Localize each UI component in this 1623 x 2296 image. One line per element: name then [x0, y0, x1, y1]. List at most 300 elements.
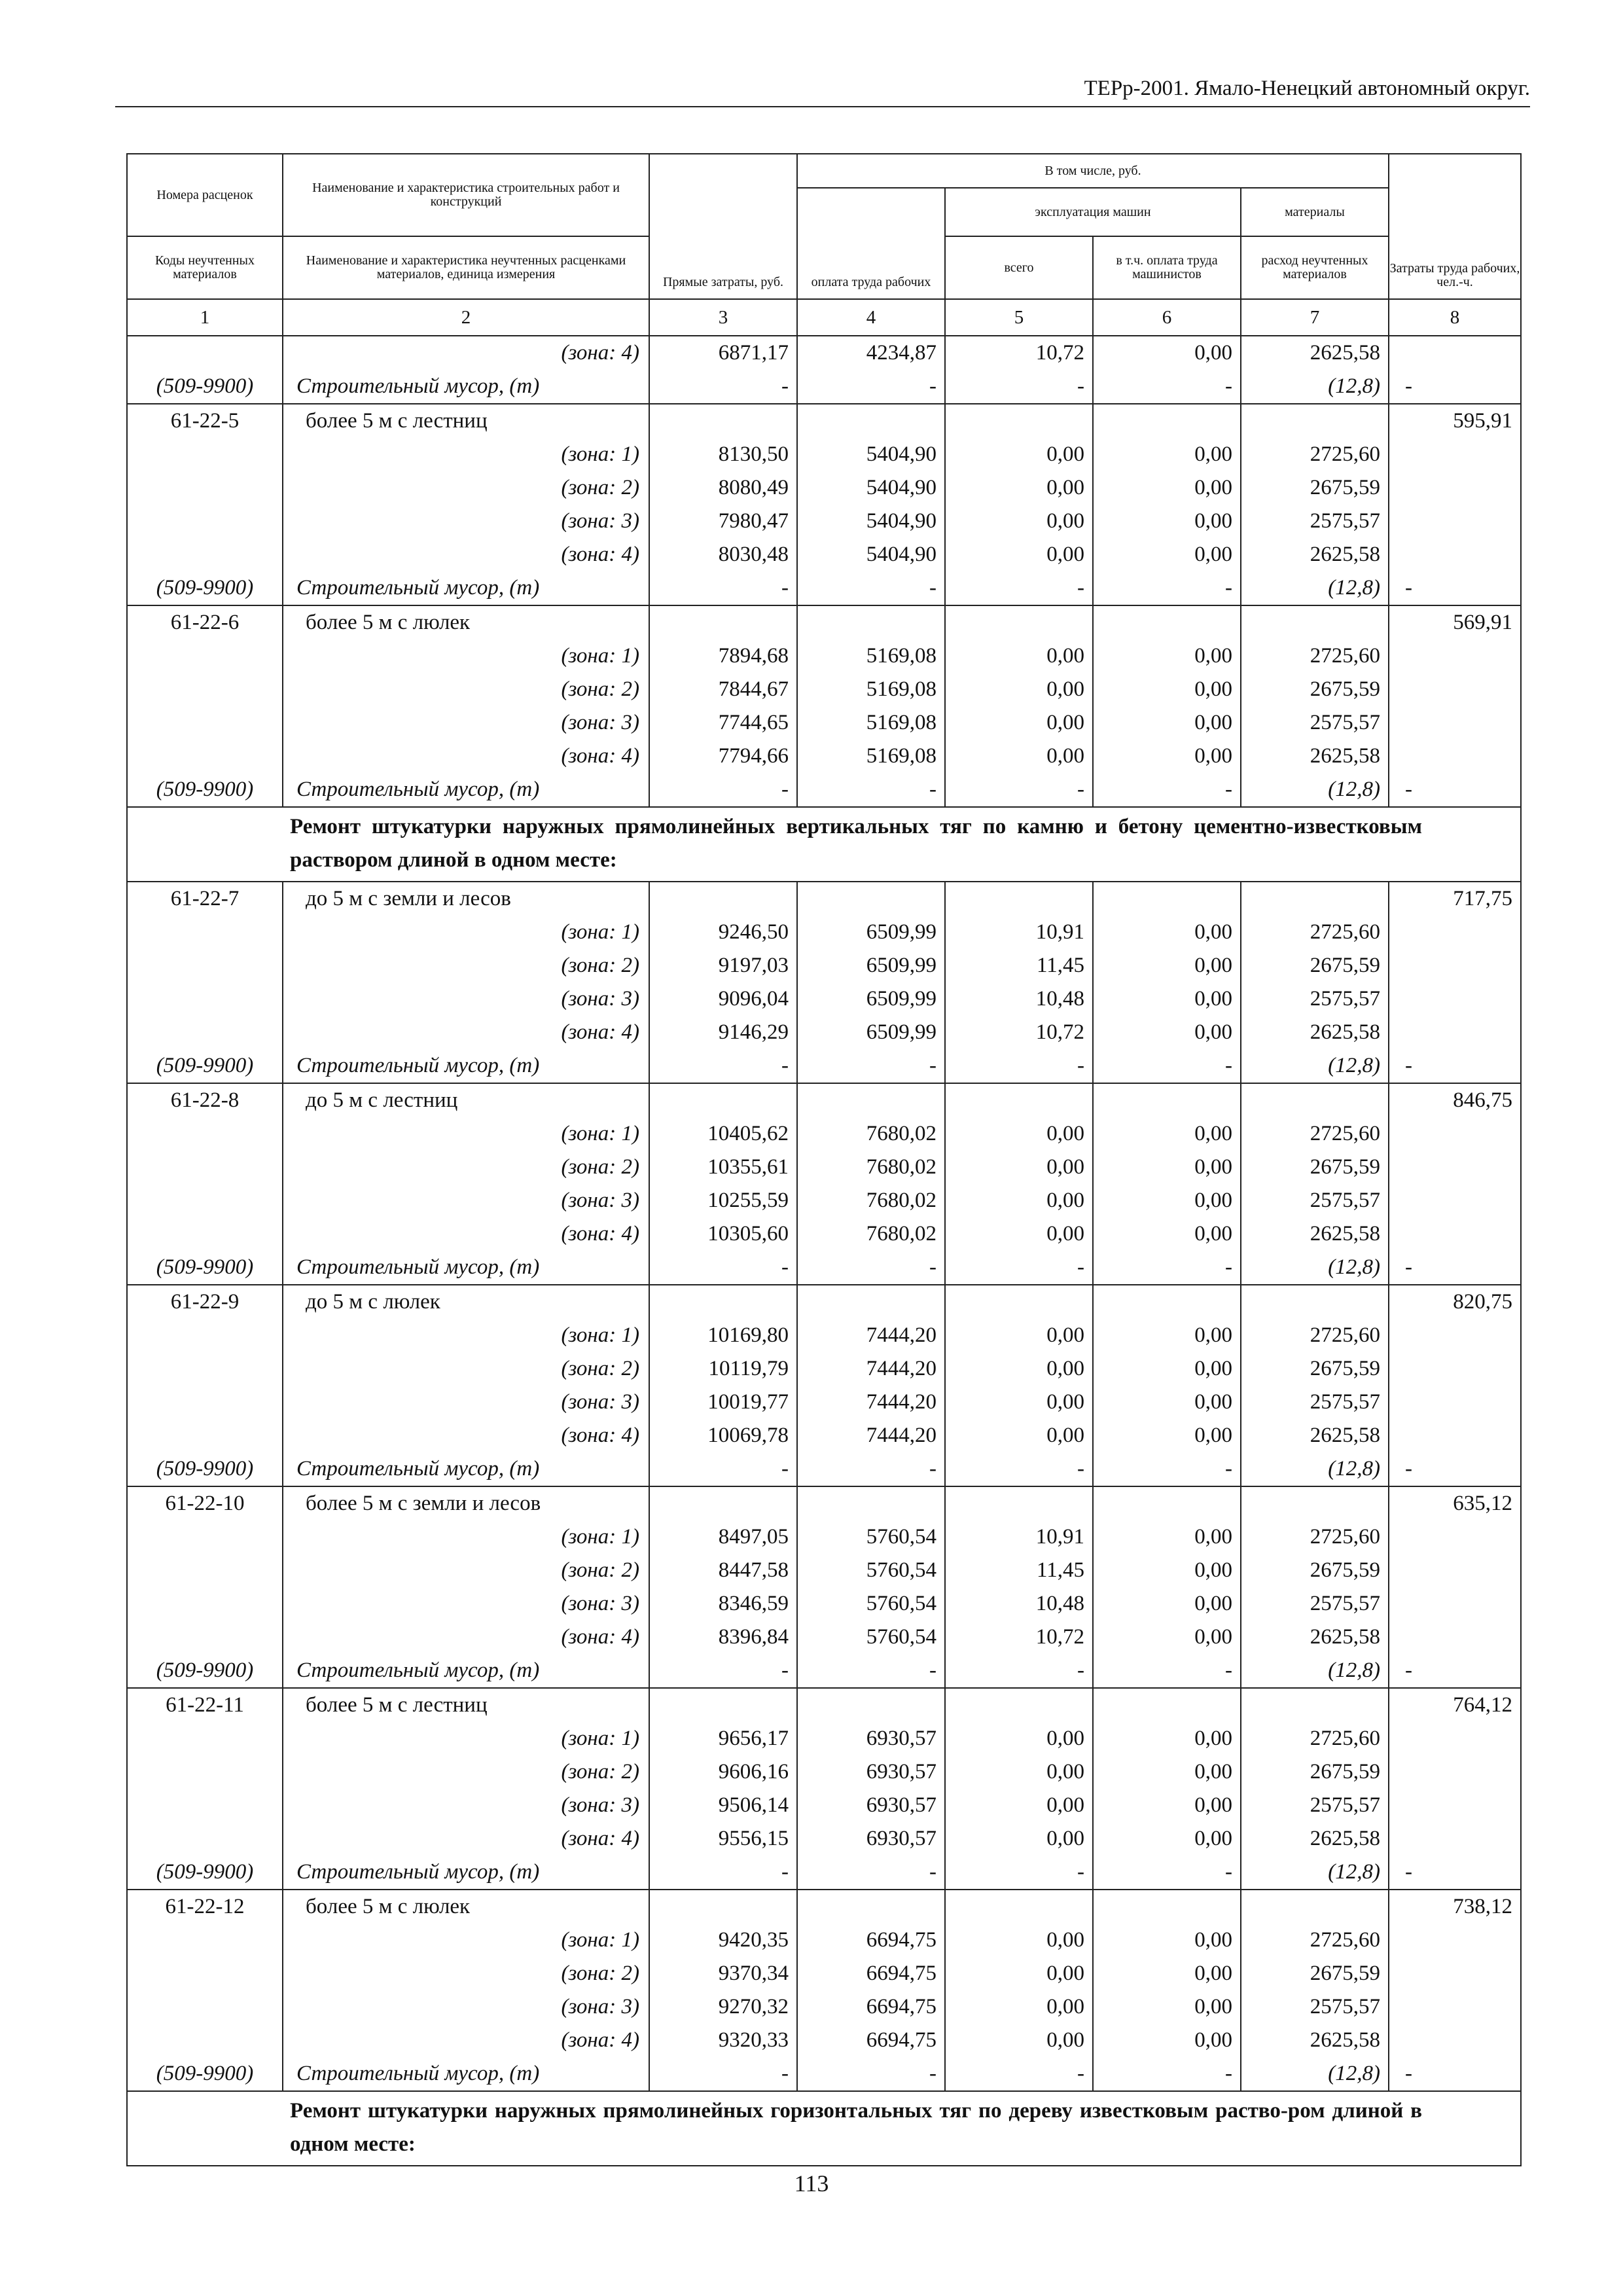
- value-cell: 2625,58: [1241, 1016, 1389, 1049]
- value-cell: 0,00: [1093, 1386, 1241, 1419]
- value-cell: 7680,02: [797, 1184, 945, 1217]
- rate-code-cell: [127, 1554, 283, 1587]
- value-cell: 0,00: [945, 740, 1093, 773]
- value-cell: -: [945, 773, 1093, 807]
- value-cell: 7680,02: [797, 1217, 945, 1251]
- value-cell: 0,00: [1093, 1419, 1241, 1452]
- value-cell: 2725,60: [1241, 1520, 1389, 1554]
- rate-code-cell: [127, 1822, 283, 1856]
- work-name: до 5 м с земли и лесов: [283, 882, 649, 916]
- zone-row: [127, 1151, 1521, 1184]
- value-cell: [649, 1890, 797, 1924]
- value-cell: 10,72: [945, 336, 1093, 370]
- value-cell: 0,00: [1093, 639, 1241, 673]
- rate-code: 61-22-6: [127, 605, 283, 639]
- value-cell: [1241, 1285, 1389, 1319]
- work-name: более 5 м с лестниц: [283, 404, 649, 438]
- value-cell: [649, 605, 797, 639]
- value-cell: [945, 605, 1093, 639]
- zone-label: (зона: 3): [283, 1184, 649, 1217]
- rate-item-row: [127, 404, 1521, 438]
- value-cell: 0,00: [945, 1957, 1093, 1990]
- value-cell: 10069,78: [649, 1419, 797, 1452]
- value-cell: [797, 1486, 945, 1520]
- zone-label: (зона: 2): [283, 1151, 649, 1184]
- labor-cell: [1389, 1621, 1521, 1654]
- value-cell: -: [1093, 1856, 1241, 1890]
- value-cell: 10255,59: [649, 1184, 797, 1217]
- zone-label: (зона: 4): [283, 336, 649, 370]
- value-cell: 5169,08: [797, 639, 945, 673]
- labor-cell: [1389, 336, 1521, 370]
- column-number: 4: [797, 299, 945, 336]
- value-cell: 9096,04: [649, 982, 797, 1016]
- value-cell: 0,00: [945, 1319, 1093, 1352]
- value-cell: 0,00: [945, 1924, 1093, 1957]
- value-cell: 2725,60: [1241, 1722, 1389, 1755]
- zone-row: [127, 438, 1521, 471]
- value-cell: -: [1093, 1049, 1241, 1083]
- value-cell: 10405,62: [649, 1117, 797, 1151]
- value-cell: 0,00: [945, 1419, 1093, 1452]
- table-header: [127, 154, 1521, 336]
- zone-label: (зона: 4): [283, 1016, 649, 1049]
- value-cell: 0,00: [1093, 740, 1241, 773]
- zone-row: [127, 1217, 1521, 1251]
- value-cell: 11,45: [945, 949, 1093, 982]
- value-cell: -: [797, 370, 945, 404]
- zone-row: [127, 1386, 1521, 1419]
- table-body: [127, 336, 1521, 2166]
- value-cell: 6509,99: [797, 1016, 945, 1049]
- rate-code: 61-22-8: [127, 1083, 283, 1117]
- value-cell: 7444,20: [797, 1386, 945, 1419]
- header-machines: эксплуатация машин: [945, 188, 1241, 236]
- value-cell: 2675,59: [1241, 1151, 1389, 1184]
- zone-row: [127, 639, 1521, 673]
- value-cell: -: [1093, 370, 1241, 404]
- value-cell: 0,00: [1093, 1924, 1241, 1957]
- value-cell: [945, 882, 1093, 916]
- value-cell: 0,00: [1093, 1621, 1241, 1654]
- labor-cell: [1389, 538, 1521, 571]
- value-cell: 9270,32: [649, 1990, 797, 2024]
- value-cell: -: [649, 2057, 797, 2091]
- value-cell: -: [797, 1049, 945, 1083]
- value-cell: -: [945, 1049, 1093, 1083]
- material-row: [127, 1251, 1521, 1285]
- section-title: Ремонт штукатурки наружных прямолинейных вертикальных тяг по камню и бетону цементно-известковым раствором длиной в одном месте:: [127, 807, 1521, 882]
- value-cell: -: [649, 1452, 797, 1486]
- rate-code-cell: [127, 538, 283, 571]
- value-cell: [649, 882, 797, 916]
- value-cell: 8346,59: [649, 1587, 797, 1621]
- value-cell: 2575,57: [1241, 982, 1389, 1016]
- value-cell: -: [797, 2057, 945, 2091]
- labor-value: 635,12: [1389, 1486, 1521, 1520]
- page-number: 113: [794, 2170, 829, 2197]
- value-cell: -: [649, 571, 797, 605]
- labor-cell: [1389, 1117, 1521, 1151]
- value-cell: -: [1093, 1251, 1241, 1285]
- value-cell: 0,00: [1093, 538, 1241, 571]
- zone-label: (зона: 2): [283, 949, 649, 982]
- value-cell: 2575,57: [1241, 1184, 1389, 1217]
- value-cell: [1093, 1083, 1241, 1117]
- rate-item-row: [127, 605, 1521, 639]
- zone-row: [127, 1621, 1521, 1654]
- material-name: Строительный мусор, (т): [283, 2057, 649, 2091]
- value-cell: 2675,59: [1241, 1755, 1389, 1789]
- zone-label: (зона: 2): [283, 1755, 649, 1789]
- rate-code-cell: [127, 1957, 283, 1990]
- rate-item-row: [127, 1083, 1521, 1117]
- value-cell: 11,45: [945, 1554, 1093, 1587]
- zone-row: [127, 1789, 1521, 1822]
- labor-cell: [1389, 673, 1521, 706]
- rate-code-cell: [127, 1924, 283, 1957]
- labor-cell: [1389, 1587, 1521, 1621]
- value-cell: [1241, 1083, 1389, 1117]
- rate-code-cell: [127, 505, 283, 538]
- value-cell: [797, 1285, 945, 1319]
- value-cell: 6930,57: [797, 1822, 945, 1856]
- value-cell: 6509,99: [797, 916, 945, 949]
- zone-row: [127, 471, 1521, 505]
- material-code: (509-9900): [127, 1251, 283, 1285]
- value-cell: 0,00: [1093, 471, 1241, 505]
- zone-label: (зона: 4): [283, 1822, 649, 1856]
- value-cell: 9656,17: [649, 1722, 797, 1755]
- labor-value: 764,12: [1389, 1688, 1521, 1722]
- material-quantity: (12,8): [1241, 1251, 1389, 1285]
- material-row: [127, 2057, 1521, 2091]
- zone-label: (зона: 3): [283, 1386, 649, 1419]
- value-cell: 9197,03: [649, 949, 797, 982]
- material-quantity: (12,8): [1241, 1452, 1389, 1486]
- value-cell: 9556,15: [649, 1822, 797, 1856]
- rate-code-cell: [127, 2024, 283, 2057]
- value-cell: 10119,79: [649, 1352, 797, 1386]
- material-code: (509-9900): [127, 1049, 283, 1083]
- header-machines-total: всего: [945, 236, 1093, 299]
- material-row: [127, 1049, 1521, 1083]
- value-cell: -: [1093, 773, 1241, 807]
- material-row: [127, 1452, 1521, 1486]
- value-cell: 0,00: [945, 1822, 1093, 1856]
- value-cell: 9246,50: [649, 916, 797, 949]
- rate-code-cell: [127, 949, 283, 982]
- value-cell: [1241, 882, 1389, 916]
- labor-cell: -: [1389, 1251, 1521, 1285]
- zone-label: (зона: 1): [283, 1924, 649, 1957]
- rate-item-row: [127, 1890, 1521, 1924]
- rate-code-cell: [127, 438, 283, 471]
- zone-label: (зона: 2): [283, 1957, 649, 1990]
- value-cell: [1093, 605, 1241, 639]
- value-cell: 6871,17: [649, 336, 797, 370]
- rate-item-row: [127, 1486, 1521, 1520]
- value-cell: [1093, 1890, 1241, 1924]
- value-cell: 0,00: [1093, 916, 1241, 949]
- zone-row: [127, 1554, 1521, 1587]
- zone-label: (зона: 1): [283, 1722, 649, 1755]
- value-cell: 9146,29: [649, 1016, 797, 1049]
- value-cell: 0,00: [945, 706, 1093, 740]
- zone-row: [127, 1587, 1521, 1621]
- value-cell: 0,00: [945, 1184, 1093, 1217]
- material-code: (509-9900): [127, 1654, 283, 1688]
- rate-code-cell: [127, 1755, 283, 1789]
- rate-code-cell: [127, 1587, 283, 1621]
- material-quantity: (12,8): [1241, 1856, 1389, 1890]
- work-name: более 5 м с люлек: [283, 605, 649, 639]
- value-cell: 0,00: [1093, 1554, 1241, 1587]
- material-quantity: (12,8): [1241, 773, 1389, 807]
- value-cell: 2575,57: [1241, 505, 1389, 538]
- labor-cell: [1389, 1520, 1521, 1554]
- labor-cell: [1389, 1151, 1521, 1184]
- value-cell: 6694,75: [797, 1990, 945, 2024]
- value-cell: -: [1093, 1452, 1241, 1486]
- value-cell: -: [1093, 2057, 1241, 2091]
- zone-row: [127, 1117, 1521, 1151]
- value-cell: 0,00: [1093, 1319, 1241, 1352]
- value-cell: 5404,90: [797, 471, 945, 505]
- value-cell: 5760,54: [797, 1520, 945, 1554]
- value-cell: 0,00: [1093, 673, 1241, 706]
- value-cell: 0,00: [1093, 2024, 1241, 2057]
- value-cell: [797, 1688, 945, 1722]
- value-cell: 5169,08: [797, 673, 945, 706]
- labor-cell: [1389, 1822, 1521, 1856]
- value-cell: [1093, 1688, 1241, 1722]
- value-cell: 10,91: [945, 1520, 1093, 1554]
- labor-value: 717,75: [1389, 882, 1521, 916]
- labor-cell: [1389, 639, 1521, 673]
- value-cell: 0,00: [1093, 1789, 1241, 1822]
- zone-label: (зона: 3): [283, 1990, 649, 2024]
- header-worker-wages: оплата труда рабочих: [797, 188, 945, 299]
- value-cell: [649, 1486, 797, 1520]
- labor-cell: [1389, 1789, 1521, 1822]
- column-number: 6: [1093, 299, 1241, 336]
- value-cell: 5760,54: [797, 1554, 945, 1587]
- value-cell: 6694,75: [797, 2024, 945, 2057]
- value-cell: 0,00: [1093, 1352, 1241, 1386]
- value-cell: 9606,16: [649, 1755, 797, 1789]
- value-cell: 8030,48: [649, 538, 797, 571]
- labor-cell: [1389, 1016, 1521, 1049]
- rate-code-cell: [127, 916, 283, 949]
- value-cell: 10305,60: [649, 1217, 797, 1251]
- rate-item-row: [127, 1285, 1521, 1319]
- value-cell: -: [945, 370, 1093, 404]
- labor-cell: [1389, 438, 1521, 471]
- value-cell: 2575,57: [1241, 1789, 1389, 1822]
- value-cell: [649, 404, 797, 438]
- value-cell: [945, 1890, 1093, 1924]
- labor-cell: [1389, 982, 1521, 1016]
- rate-code-cell: [127, 471, 283, 505]
- material-quantity: (12,8): [1241, 370, 1389, 404]
- section-row: [127, 2091, 1521, 2166]
- value-cell: 6930,57: [797, 1789, 945, 1822]
- rate-code-cell: [127, 1419, 283, 1452]
- value-cell: 5760,54: [797, 1587, 945, 1621]
- header-material-name: Наименование и характеристика неучтенных расценками материалов, единица измерения: [283, 236, 649, 299]
- value-cell: 2675,59: [1241, 673, 1389, 706]
- header-including: В том числе, руб.: [797, 154, 1389, 188]
- value-cell: [797, 605, 945, 639]
- value-cell: 0,00: [945, 1755, 1093, 1789]
- value-cell: 9320,33: [649, 2024, 797, 2057]
- value-cell: 9370,34: [649, 1957, 797, 1990]
- value-cell: 9420,35: [649, 1924, 797, 1957]
- zone-label: (зона: 2): [283, 1352, 649, 1386]
- material-code: (509-9900): [127, 1856, 283, 1890]
- value-cell: -: [649, 370, 797, 404]
- zone-label: (зона: 3): [283, 982, 649, 1016]
- labor-value: 738,12: [1389, 1890, 1521, 1924]
- value-cell: [945, 1486, 1093, 1520]
- value-cell: [649, 1083, 797, 1117]
- value-cell: 2625,58: [1241, 336, 1389, 370]
- column-number: 3: [649, 299, 797, 336]
- zone-row: [127, 336, 1521, 370]
- rate-code: 61-22-12: [127, 1890, 283, 1924]
- labor-cell: [1389, 1755, 1521, 1789]
- value-cell: 6930,57: [797, 1755, 945, 1789]
- value-cell: [1093, 1486, 1241, 1520]
- material-name: Строительный мусор, (т): [283, 1251, 649, 1285]
- running-header: [115, 73, 1530, 107]
- value-cell: 2575,57: [1241, 1990, 1389, 2024]
- value-cell: 10169,80: [649, 1319, 797, 1352]
- zone-row: [127, 740, 1521, 773]
- material-quantity: (12,8): [1241, 1049, 1389, 1083]
- value-cell: -: [649, 1654, 797, 1688]
- value-cell: 0,00: [945, 1151, 1093, 1184]
- material-row: [127, 1856, 1521, 1890]
- zone-row: [127, 1755, 1521, 1789]
- value-cell: 8130,50: [649, 438, 797, 471]
- zone-row: [127, 1352, 1521, 1386]
- rate-code-cell: [127, 740, 283, 773]
- value-cell: -: [649, 1251, 797, 1285]
- labor-cell: [1389, 1554, 1521, 1587]
- rate-code-cell: [127, 706, 283, 740]
- header-material-codes: Коды неучтенных материалов: [127, 236, 283, 299]
- value-cell: 0,00: [1093, 1990, 1241, 2024]
- value-cell: 0,00: [945, 673, 1093, 706]
- value-cell: -: [797, 1251, 945, 1285]
- value-cell: -: [945, 1251, 1093, 1285]
- rate-code-cell: [127, 1621, 283, 1654]
- value-cell: 2725,60: [1241, 639, 1389, 673]
- value-cell: 5404,90: [797, 538, 945, 571]
- value-cell: 10,91: [945, 916, 1093, 949]
- value-cell: 2625,58: [1241, 2024, 1389, 2057]
- value-cell: 0,00: [1093, 1184, 1241, 1217]
- header-labor: Затраты труда рабочих, чел.-ч.: [1389, 154, 1521, 299]
- value-cell: 0,00: [1093, 1722, 1241, 1755]
- labor-cell: [1389, 505, 1521, 538]
- value-cell: 0,00: [1093, 1016, 1241, 1049]
- material-code: (509-9900): [127, 1452, 283, 1486]
- zone-label: (зона: 2): [283, 1554, 649, 1587]
- value-cell: -: [797, 1654, 945, 1688]
- labor-value: 846,75: [1389, 1083, 1521, 1117]
- value-cell: [945, 404, 1093, 438]
- value-cell: 7744,65: [649, 706, 797, 740]
- value-cell: 7980,47: [649, 505, 797, 538]
- labor-cell: [1389, 1990, 1521, 2024]
- zone-label: (зона: 4): [283, 1217, 649, 1251]
- rate-code-cell: [127, 1352, 283, 1386]
- value-cell: [1241, 605, 1389, 639]
- rate-code-cell: [127, 639, 283, 673]
- work-name: более 5 м с лестниц: [283, 1688, 649, 1722]
- material-code: (509-9900): [127, 2057, 283, 2091]
- zone-label: (зона: 1): [283, 916, 649, 949]
- rate-code-cell: [127, 1117, 283, 1151]
- zone-row: [127, 673, 1521, 706]
- value-cell: -: [945, 571, 1093, 605]
- material-row: [127, 773, 1521, 807]
- value-cell: 2725,60: [1241, 1319, 1389, 1352]
- zone-label: (зона: 4): [283, 1621, 649, 1654]
- value-cell: 2625,58: [1241, 1822, 1389, 1856]
- labor-cell: [1389, 1957, 1521, 1990]
- value-cell: 7444,20: [797, 1419, 945, 1452]
- value-cell: 2575,57: [1241, 1587, 1389, 1621]
- material-quantity: (12,8): [1241, 571, 1389, 605]
- value-cell: 7680,02: [797, 1117, 945, 1151]
- zone-label: (зона: 2): [283, 673, 649, 706]
- rate-code-cell: [127, 1319, 283, 1352]
- labor-value: 569,91: [1389, 605, 1521, 639]
- value-cell: 6694,75: [797, 1924, 945, 1957]
- value-cell: 10,48: [945, 1587, 1093, 1621]
- labor-cell: [1389, 949, 1521, 982]
- value-cell: 8497,05: [649, 1520, 797, 1554]
- running-title: ТЕРр-2001. Ямало-Ненецкий автономный округ.: [1084, 77, 1530, 100]
- labor-cell: -: [1389, 1452, 1521, 1486]
- value-cell: -: [797, 1452, 945, 1486]
- value-cell: 0,00: [1093, 949, 1241, 982]
- zone-row: [127, 1319, 1521, 1352]
- rate-code-cell: [127, 1990, 283, 2024]
- value-cell: 0,00: [945, 1990, 1093, 2024]
- labor-cell: -: [1389, 370, 1521, 404]
- value-cell: 6509,99: [797, 949, 945, 982]
- column-number: 5: [945, 299, 1093, 336]
- material-name: Строительный мусор, (т): [283, 773, 649, 807]
- value-cell: 0,00: [945, 1117, 1093, 1151]
- zone-label: (зона: 4): [283, 1419, 649, 1452]
- labor-cell: -: [1389, 1856, 1521, 1890]
- header-materials: материалы: [1241, 188, 1389, 236]
- rate-code-cell: [127, 1151, 283, 1184]
- value-cell: 5169,08: [797, 740, 945, 773]
- zone-label: (зона: 2): [283, 471, 649, 505]
- rate-table: [126, 153, 1522, 2166]
- value-cell: [1093, 882, 1241, 916]
- material-row: [127, 370, 1521, 404]
- zone-row: [127, 2024, 1521, 2057]
- header-unaccounted-materials: расход неучтенных материалов: [1241, 236, 1389, 299]
